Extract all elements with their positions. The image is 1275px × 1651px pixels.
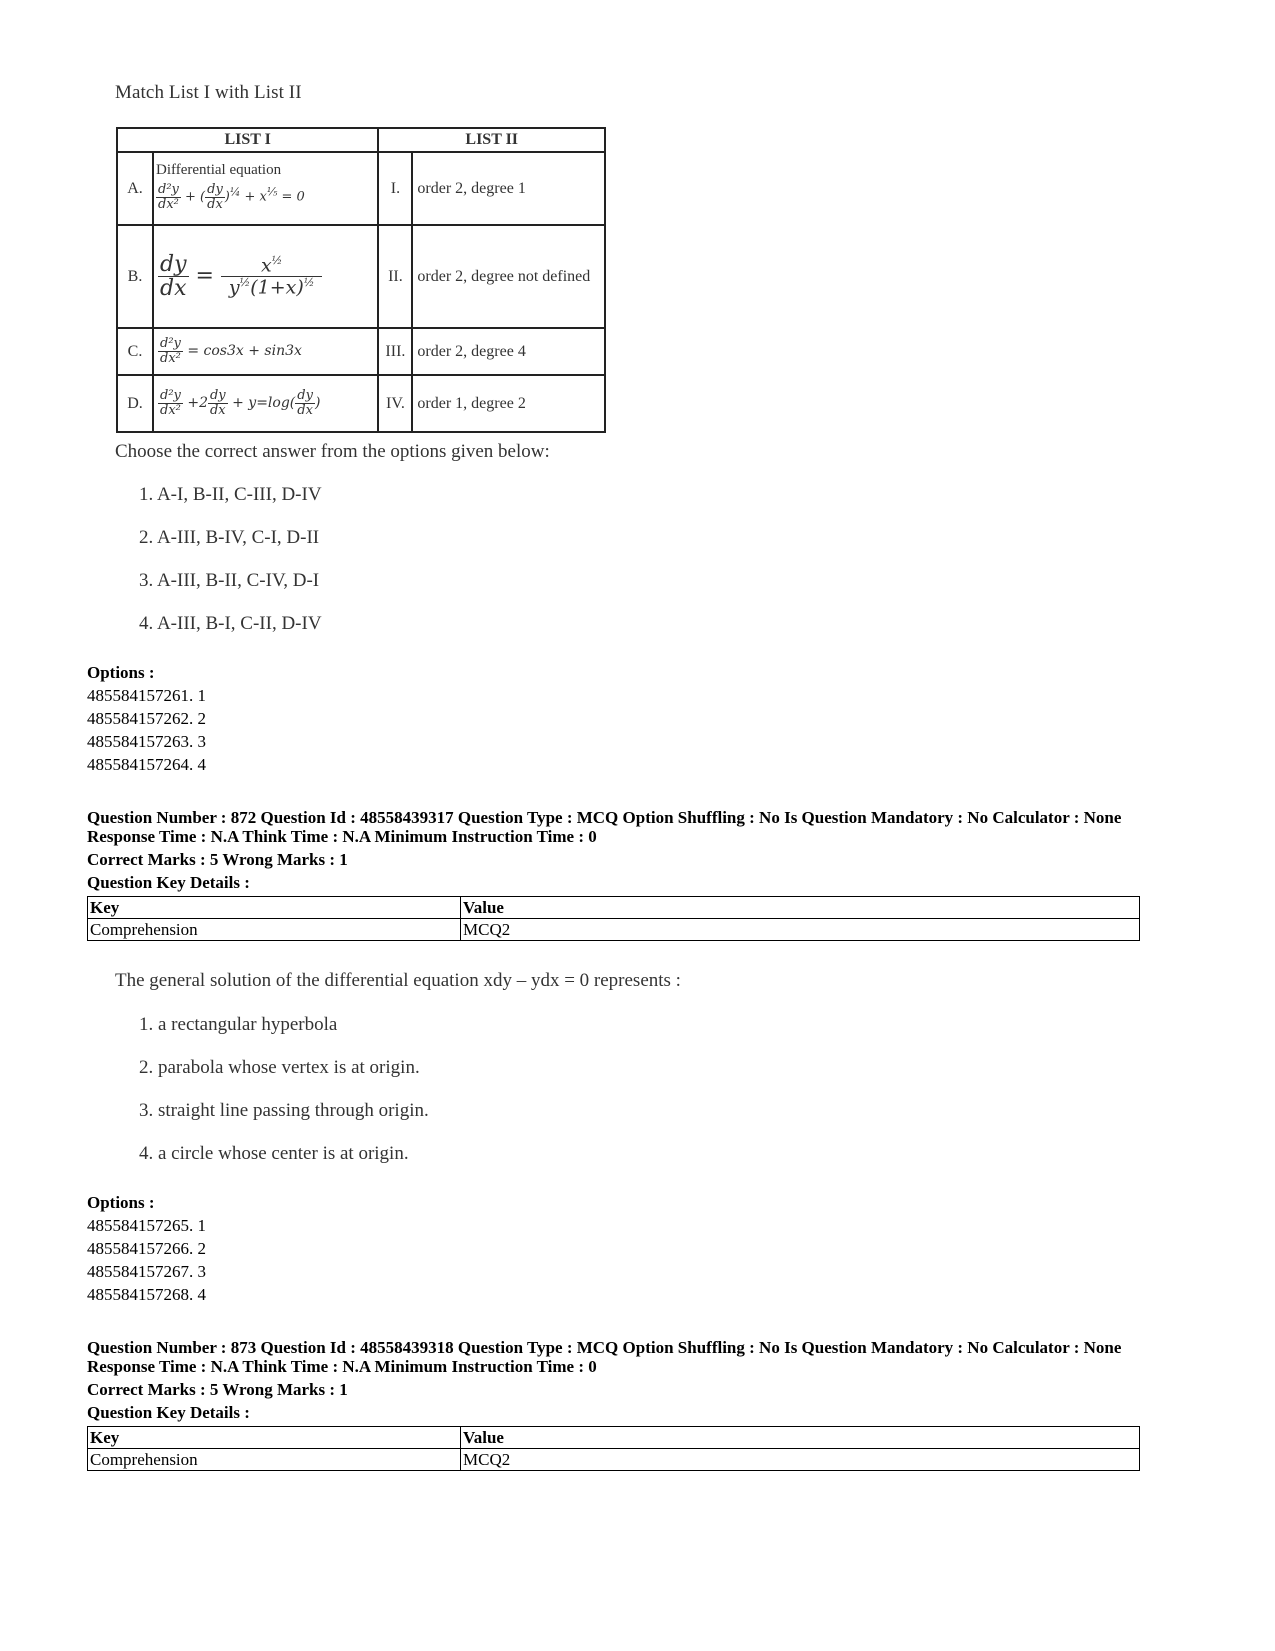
option-4: 485584157264. 4: [87, 755, 206, 774]
option-2: 485584157266. 2: [87, 1239, 206, 1258]
choice-2: 2. A-III, B-IV, C-I, D-II: [139, 527, 320, 548]
key-header: Key: [88, 1427, 461, 1449]
question-872-key-table: [87, 896, 1140, 941]
equation-cell: [153, 328, 378, 375]
value-cell: MCQ2: [461, 1449, 1140, 1471]
option-1: 485584157261. 1: [87, 686, 206, 705]
roman-label: III.: [378, 328, 412, 375]
roman-label: I.: [378, 152, 412, 225]
question-872-marks: Correct Marks : 5 Wrong Marks : 1: [87, 850, 348, 869]
option-2: 485584157262. 2: [87, 709, 206, 728]
match-table-header: [117, 128, 605, 152]
match-row-a: [117, 152, 605, 225]
option-4: 485584157268. 4: [87, 1285, 206, 1304]
options-label: Options :: [87, 663, 155, 682]
equation-c: $\frac{\text{d²y}}{\text{dx²}}$ = cos3x + sin3x: [160, 336, 302, 366]
question-intro: Match List I with List II: [115, 82, 302, 103]
value-cell: MCQ2: [461, 919, 1140, 941]
choice-2: 2. parabola whose vertex is at origin.: [139, 1057, 420, 1078]
equation-b: $\frac{dy}{dx}$ = $\frac{x^{\frac{1}{2}}}{y^{\frac{1}{2}}(1+x)^{\frac{1}{2}}}$: [158, 253, 373, 300]
match-row-b: [117, 225, 605, 328]
key-cell: Comprehension: [88, 1449, 461, 1471]
value-header: Value: [461, 897, 1140, 919]
equation-cell: [153, 375, 378, 432]
choice-3: 3. straight line passing through origin.: [139, 1100, 429, 1121]
choice-4: 4. a circle whose center is at origin.: [139, 1143, 409, 1164]
equation-title: Differential equation: [156, 161, 282, 178]
list-2-desc: order 2, degree not defined: [412, 225, 605, 328]
choice-1: 1. a rectangular hyperbola: [139, 1014, 338, 1035]
choice-3: 3. A-III, B-II, C-IV, D-I: [139, 570, 320, 591]
option-3: 485584157263. 3: [87, 732, 206, 751]
row-label: C.: [117, 328, 153, 375]
roman-label: IV.: [378, 375, 412, 432]
options-label: Options :: [87, 1193, 155, 1212]
list-2-desc: order 2, degree 4: [412, 328, 605, 375]
row-label: A.: [117, 152, 153, 225]
question-871-image: [115, 82, 715, 104]
match-table: [116, 127, 606, 433]
question-872-key-details: Question Key Details :: [87, 873, 250, 892]
match-row-c: [117, 328, 605, 375]
question-873-marks: Correct Marks : 5 Wrong Marks : 1: [87, 1380, 348, 1399]
list-1-header: LIST I: [117, 128, 378, 152]
question-872-timing: Response Time : N.A Think Time : N.A Minimum Instruction Time : 0: [87, 827, 597, 846]
match-row-d: [117, 375, 605, 432]
equation-d: $\frac{\text{d²y}}{\text{dx²}}$ +2 $\frac{dy}{dx}$ + y=log( $\frac{dy}{dx}$ ): [160, 388, 321, 418]
choice-1: 1. A-I, B-II, C-III, D-IV: [139, 484, 322, 505]
question-872-text: The general solution of the differential equation xdy – ydx = 0 represents :: [115, 970, 681, 991]
row-label: B.: [117, 225, 153, 328]
option-3: 485584157267. 3: [87, 1262, 206, 1281]
question-873-key-details: Question Key Details :: [87, 1403, 250, 1422]
question-873-key-table: [87, 1426, 1140, 1471]
choose-instruction: Choose the correct answer from the options given below:: [115, 441, 550, 462]
equation-cell: [153, 152, 378, 225]
question-873-timing: Response Time : N.A Think Time : N.A Minimum Instruction Time : 0: [87, 1357, 597, 1376]
key-cell: Comprehension: [88, 919, 461, 941]
option-1: 485584157265. 1: [87, 1216, 206, 1235]
list-2-desc: order 1, degree 2: [412, 375, 605, 432]
equation-a: $\frac{\text{d²y}}{\text{dx²}}$ + ( $\frac{dy}{dx}$ )$^{\frac{1}{4}} + x^{\frac{1}{5}} = 0$: [158, 181, 305, 212]
row-label: D.: [117, 375, 153, 432]
key-header: Key: [88, 897, 461, 919]
question-873-meta: Question Number : 873 Question Id : 48558439318 Question Type : MCQ Option Shuffling : No Is Question Mandatory : No Calculator : None: [87, 1338, 1122, 1357]
equation-cell: [153, 225, 378, 328]
value-header: Value: [461, 1427, 1140, 1449]
choice-4: 4. A-III, B-I, C-II, D-IV: [139, 613, 322, 634]
question-872-meta: Question Number : 872 Question Id : 48558439317 Question Type : MCQ Option Shuffling : No Is Question Mandatory : No Calculator : None: [87, 808, 1122, 827]
roman-label: II.: [378, 225, 412, 328]
list-2-desc: order 2, degree 1: [412, 152, 605, 225]
list-2-header: LIST II: [378, 128, 605, 152]
